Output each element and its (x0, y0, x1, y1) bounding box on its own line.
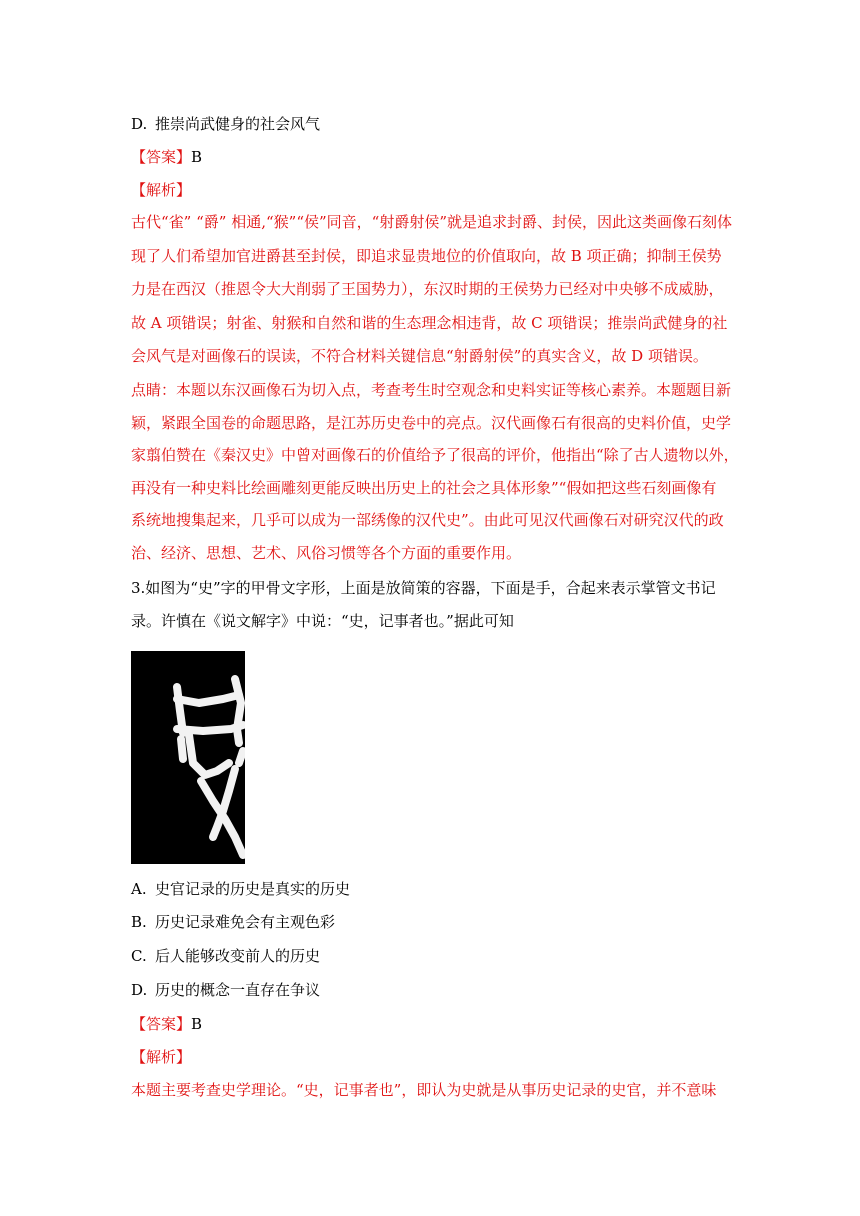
answer-2 (131, 1014, 731, 1034)
text-line: 录。许慎在《说文解字》中说：“史，记事者也。”据此可知 (131, 612, 514, 630)
option-text: 史官记录的历史是真实的历史 (155, 880, 351, 898)
option-text: 历史的概念一直存在争议 (155, 981, 321, 999)
option-b (131, 912, 731, 932)
text-line: 故 A 项错误；射雀、射猴和自然和谐的生态理念相违背，故 C 项错误；推崇尚武健身的社 (131, 313, 728, 332)
text-line: 3.如图为“史”字的甲骨文字形，上面是放简策的容器，下面是手，合起来表示掌管文书记 (131, 579, 716, 597)
analysis-2-text (131, 1080, 731, 1100)
answer-label: 【答案】 (131, 148, 192, 166)
text-line: 力是在西汉（推恩令大大削弱了王国势力），东汉时期的王侯势力已经对中央够不成威胁， (131, 280, 724, 298)
option-key: A. (131, 880, 147, 898)
text-line: 古代“雀” “爵” 相通,“猴”“侯”同音，“射爵射侯”就是追求封爵、封侯，因此这类画像石刻体 (131, 213, 732, 231)
option-key: C. (131, 947, 147, 965)
text-line: 现了人们希望加官进爵甚至封侯，即追求显贵地位的价值取向，故 B 项正确；抑制王侯势 (131, 246, 722, 265)
answer-value: B (191, 1015, 203, 1033)
text-line: 本题主要考查史学理论。“史，记事者也”，即认为史就是从事历史记录的史官，并不意味 (131, 1081, 717, 1099)
option-key: D. (131, 115, 148, 133)
text-line: 会风气是对画像石的误读，不符合材料关键信息“射爵射侯”的真实含义，故 D 项错误。 (131, 347, 708, 365)
analysis-1-text (131, 212, 731, 380)
option-text: 推崇尚武健身的社会风气 (155, 115, 321, 133)
option-c (131, 946, 731, 966)
option-key: D. (131, 981, 148, 999)
oracle-bone-character-figure (131, 651, 245, 864)
text-line: 再没有一种史料比绘画雕刻更能反映出历史上的社会之具体形象”“假如把这些石刻画像有 (131, 478, 717, 497)
oracle-bone-character-icon (131, 651, 245, 864)
answer-label: 【答案】 (131, 1015, 192, 1033)
option-text: 历史记录难免会有主观色彩 (155, 913, 336, 931)
prev-option-d (131, 114, 731, 134)
option-d (131, 980, 731, 1000)
option-a (131, 879, 731, 899)
comment-text (131, 380, 739, 575)
text-line: 系统地搜集起来，几乎可以成为一部绣像的汉代史”。由此可见汉代画像石对研究汉代的政 (131, 511, 724, 529)
analysis-label: 【解析】 (131, 181, 192, 199)
text-line: 点睛：本题以东汉画像石为切入点，考查考生时空观念和史料实证等核心素养。本题题目新 (131, 381, 732, 399)
analysis-2-label (131, 1047, 731, 1067)
option-text: 后人能够改变前人的历史 (155, 947, 321, 965)
answer-value: B (191, 148, 203, 166)
answer-1 (131, 147, 731, 167)
text-line: 治、经济、思想、艺术、风俗习惯等各个方面的重要作用。 (131, 543, 522, 562)
text-line: 家翦伯赞在《秦汉史》中曾对画像石的价值给予了很高的评价，他指出“除了古人遗物以外， (131, 446, 739, 464)
text-line: 颖，紧跟全国卷的命题思路，是江苏历史卷中的亮点。汉代画像石有很高的史料价值，史学 (131, 413, 732, 432)
analysis-label: 【解析】 (131, 1048, 192, 1066)
analysis-1-label (131, 180, 731, 200)
question-3 (131, 578, 731, 644)
option-key: B. (131, 913, 147, 931)
